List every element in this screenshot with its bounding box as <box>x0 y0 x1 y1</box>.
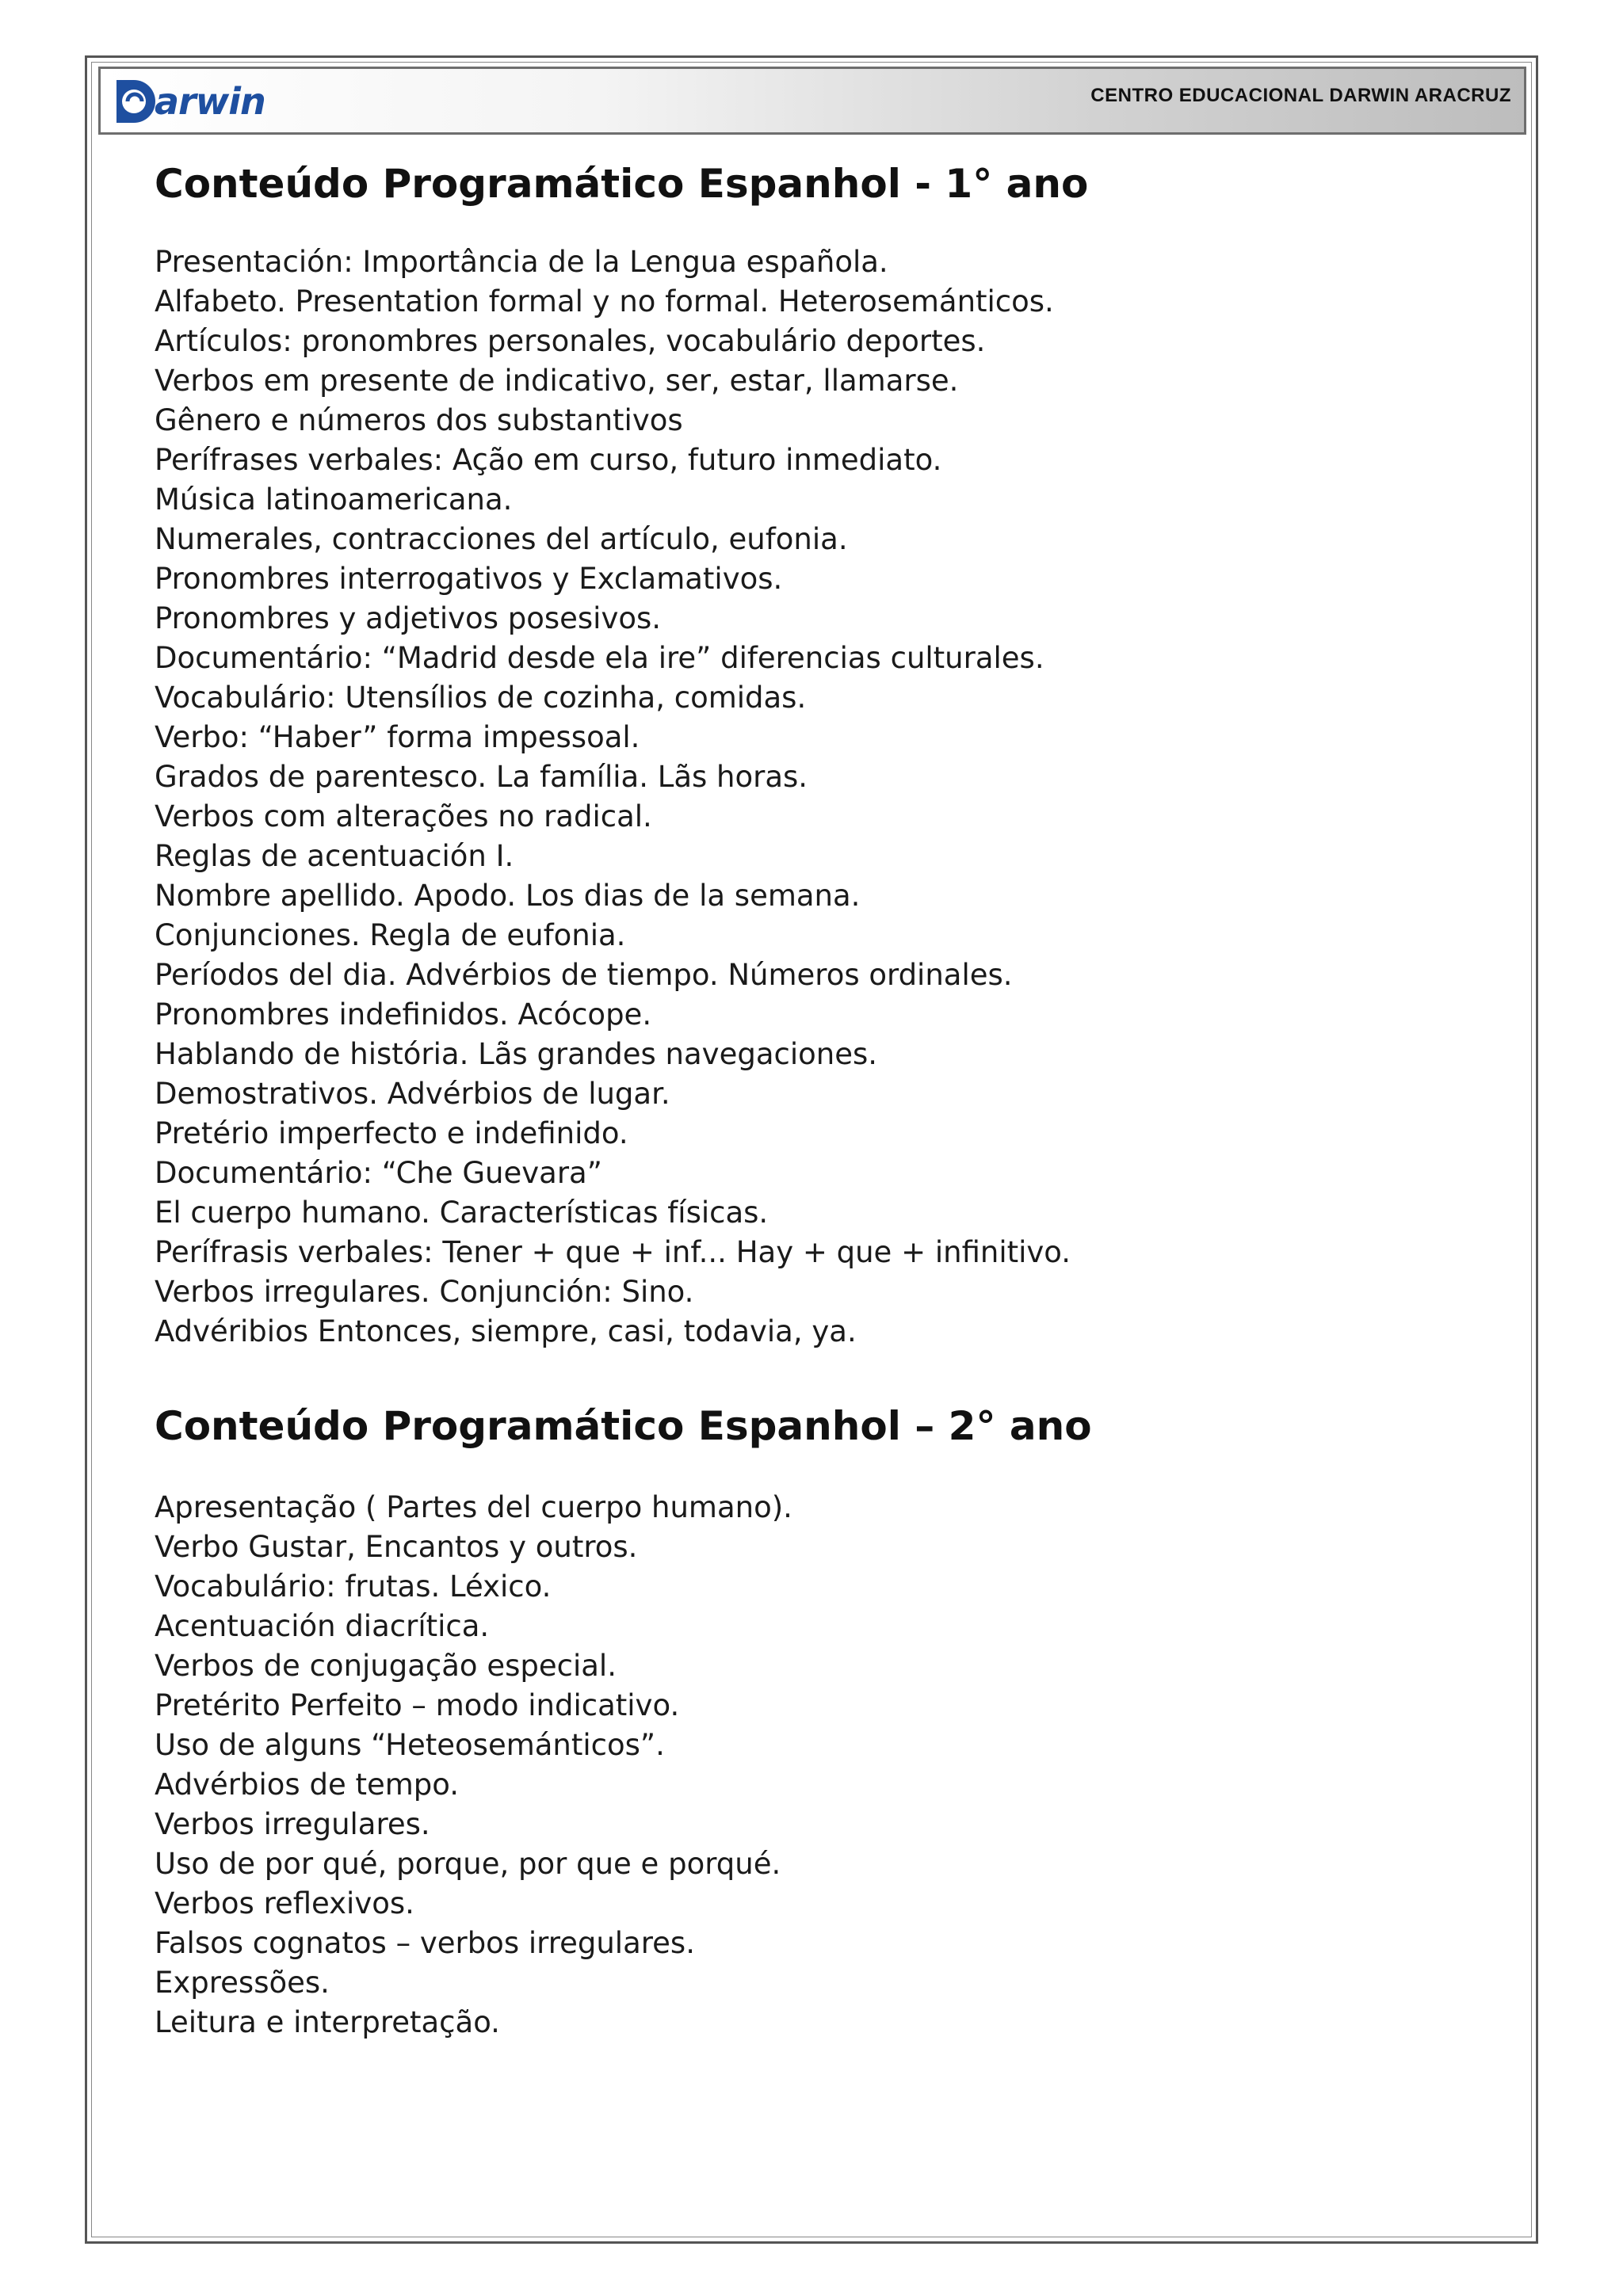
list-item: Verbo Gustar, Encantos y outros. <box>155 1530 638 1564</box>
darwin-d-logo-icon <box>110 77 159 126</box>
list-item: Pronombres indefinidos. Acócope. <box>155 997 652 1032</box>
list-item: Hablando de história. Lãs grandes navegaciones. <box>155 1037 878 1071</box>
list-item: Grados de parentesco. La família. Lãs horas. <box>155 760 808 794</box>
list-item: Leitura e interpretação. <box>155 2005 500 2039</box>
list-item: Pretérito Perfeito – modo indicativo. <box>155 1688 680 1722</box>
list-item: Acentuación diacrítica. <box>155 1609 490 1643</box>
topic-list <box>155 1488 1502 2042</box>
list-item: Reglas de acentuación I. <box>155 839 514 873</box>
list-item: Conjunciones. Regla de eufonia. <box>155 918 626 952</box>
list-item: Falsos cognatos – verbos irregulares. <box>155 1926 695 1960</box>
document-header <box>98 67 1526 135</box>
section-title: Conteúdo Programático Espanhol – 2° ano <box>155 1403 1092 1449</box>
list-item: El cuerpo humano. Características físicas. <box>155 1196 769 1230</box>
section-title: Conteúdo Programático Espanhol - 1° ano <box>155 161 1089 207</box>
list-item: Uso de alguns “Heteosemánticos”. <box>155 1728 665 1762</box>
list-item: Verbos em presente de indicativo, ser, estar, llamarse. <box>155 364 959 398</box>
list-item: Música latinoamericana. <box>155 482 513 517</box>
list-item: Pronombres y adjetivos posesivos. <box>155 601 662 635</box>
list-item: Advéribios Entonces, siempre, casi, todavia, ya. <box>155 1314 857 1348</box>
list-item: Pronombres interrogativos y Exclamativos. <box>155 562 783 596</box>
list-item: Verbo: “Haber” forma impessoal. <box>155 720 640 754</box>
list-item: Verbos irregulares. <box>155 1807 430 1841</box>
list-item: Verbos com alterações no radical. <box>155 799 652 833</box>
section-first-year <box>155 151 1502 1352</box>
list-item: Advérbios de tempo. <box>155 1768 460 1802</box>
list-item: Demostrativos. Advérbios de lugar. <box>155 1077 670 1111</box>
list-item: Uso de por qué, porque, por que e porqué. <box>155 1847 781 1881</box>
list-item: Numerales, contracciones del artículo, eufonia. <box>155 522 848 556</box>
list-item: Verbos de conjugação especial. <box>155 1649 617 1683</box>
list-item: Gênero e números dos substantivos <box>155 403 683 437</box>
list-item: Verbos irregulares. Conjunción: Sino. <box>155 1275 694 1309</box>
section-second-year <box>155 1393 1502 2042</box>
list-item: Presentación: Importância de la Lengua española. <box>155 245 888 279</box>
list-item: Alfabeto. Presentation formal y no formal. Heterosemánticos. <box>155 284 1054 318</box>
topic-list <box>155 242 1502 1352</box>
list-item: Perífrasis verbales: Tener + que + inf... Hay + que + infinitivo. <box>155 1235 1071 1269</box>
list-item: Expressões. <box>155 1966 330 2000</box>
list-item: Artículos: pronombres personales, vocabulário deportes. <box>155 324 986 358</box>
list-item: Períodos del dia. Advérbios de tiempo. Números ordinales. <box>155 958 1013 992</box>
darwin-logo <box>110 77 265 126</box>
list-item: Vocabulário: Utensílios de cozinha, comidas. <box>155 681 807 715</box>
list-item: Apresentação ( Partes del cuerpo humano). <box>155 1490 792 1524</box>
list-item: Documentário: “Che Guevara” <box>155 1156 602 1190</box>
list-item: Verbos reflexivos. <box>155 1886 414 1920</box>
list-item: Nombre apellido. Apodo. Los dias de la semana. <box>155 879 861 913</box>
list-item: Documentário: “Madrid desde ela ire” diferencias culturales. <box>155 641 1044 675</box>
list-item: Vocabulário: frutas. Léxico. <box>155 1569 552 1604</box>
logo-wordmark: arwin <box>155 80 265 123</box>
document-content <box>155 151 1502 2042</box>
school-name: CENTRO EDUCACIONAL DARWIN ARACRUZ <box>1090 85 1511 106</box>
list-item: Perífrases verbales: Ação em curso, futuro inmediato. <box>155 443 942 477</box>
list-item: Pretério imperfecto e indefinido. <box>155 1116 628 1150</box>
